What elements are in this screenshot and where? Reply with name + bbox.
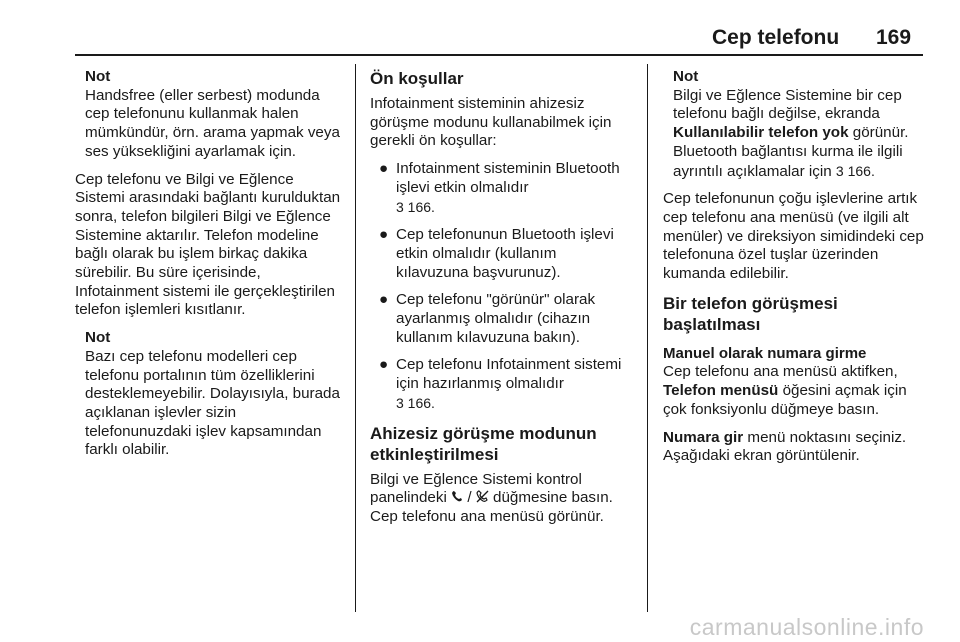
column-1 bbox=[75, 68, 343, 469]
list-item-text: Cep telefonu "görünür" olarak ayarlanmış olmalıdır (cihazın kullanım kılavuzuna bakın). bbox=[396, 291, 596, 346]
page-number: 169 bbox=[876, 26, 912, 49]
paragraph-text: öğesini açmak için çok fonksiyonlu düğmeye basın. bbox=[663, 382, 907, 418]
chapter-title: Cep telefonu bbox=[712, 26, 840, 49]
sub-heading: Manuel olarak numara girme bbox=[663, 344, 867, 362]
phone-icon bbox=[451, 490, 463, 503]
paragraph-text: menü noktasını seçiniz. Aşağıdaki ekran görüntülenir. bbox=[663, 428, 907, 465]
list-item bbox=[370, 160, 632, 217]
menu-item-name: Telefon menüsü bbox=[663, 382, 779, 400]
page-footer bbox=[0, 614, 960, 642]
note-block bbox=[85, 68, 343, 162]
note-title: Not bbox=[85, 68, 111, 85]
bullet: ● bbox=[379, 226, 389, 244]
page-reference-link[interactable]: 3 166. bbox=[396, 394, 435, 411]
column-2 bbox=[370, 68, 632, 536]
bullet: ● bbox=[379, 291, 389, 309]
page-header bbox=[0, 0, 960, 56]
paragraph-text: düğmesine basın. Cep telefonu ana menüsü görünür. bbox=[370, 489, 613, 525]
column-3 bbox=[663, 68, 928, 475]
section-heading: Bir telefon görüşmesi başlatılması bbox=[663, 293, 838, 334]
note-text-part: görünür. Bluetooth bağlantısı kurma ile ilgili ayrıntılı açıklamalar için bbox=[673, 124, 909, 180]
bullet: ● bbox=[379, 356, 389, 374]
note-text: Handsfree (eller serbest) modunda cep telefonunu kullanmak halen mümkündür, örn. arama yapmak veya ses yüksekliğini ayarlamak için. bbox=[85, 86, 340, 160]
bullet: ● bbox=[379, 160, 389, 178]
paragraph bbox=[663, 429, 928, 466]
paragraph: Cep telefonu ve Bilgi ve Eğlence Sistemi arasındaki bağlantı kurulduktan sonra, telefon bilgileri Bilgi ve Eğlence Sistemine aktarılır. Telefon modeline bağlı olarak bu işlem birkaç dakika sürebilir. Bu süre içerisinde, Infotainment sistemi ile gerçekleştirilen telefon işlemleri kısıtlanır. bbox=[75, 170, 341, 319]
section-heading: Ahizesiz görüşme modunun etkinleştirilmesi bbox=[370, 423, 597, 464]
list-item-text: Infotainment sisteminin Bluetooth işlevi etkin olmalıdır bbox=[396, 160, 620, 196]
list-item-text: Cep telefonu Infotainment sistemi için hazırlanmış olmalıdır bbox=[396, 356, 622, 393]
paragraph-text: Bilgi ve Eğlence Sistemi kontrol panelindeki bbox=[370, 470, 582, 507]
list-item bbox=[370, 356, 632, 413]
column-divider-2 bbox=[647, 64, 648, 612]
note-text: Bazı cep telefonu modelleri cep telefonu portalının tüm özelliklerini desteklemeyebilir. Dolayısıyla, burada açıklanan işlevler sizin telefonunuzdaki işlev kapsamından farklı olabilir. bbox=[85, 347, 340, 459]
watermark: carmanualsonline.info bbox=[689, 614, 924, 640]
status-message: Kullanılabilir telefon yok bbox=[673, 124, 849, 142]
paragraph-text: Cep telefonu ana menüsü aktifken, bbox=[663, 363, 898, 381]
note-block bbox=[85, 329, 343, 460]
menu-item-name: Numara gir bbox=[663, 428, 744, 446]
page-reference-link[interactable]: 3 166. bbox=[396, 198, 435, 215]
paragraph bbox=[370, 471, 632, 527]
note-title: Not bbox=[673, 68, 699, 85]
list-item bbox=[370, 226, 632, 282]
icon-separator: / bbox=[467, 489, 472, 507]
phone-mute-icon bbox=[476, 490, 489, 503]
paragraph bbox=[663, 363, 928, 419]
note-text-part: Bilgi ve Eğlence Sistemine bir cep telefonu bağlı değilse, ekranda bbox=[673, 86, 902, 123]
paragraph: Infotainment sisteminin ahizesiz görüşme modunu kullanabilmek için gerekli ön koşullar: bbox=[370, 95, 612, 150]
note-text bbox=[673, 87, 928, 182]
list-item-text: Cep telefonunun Bluetooth işlevi etkin olmalıdır (kullanım kılavuzuna başvurunuz). bbox=[396, 226, 614, 281]
section-heading: Ön koşullar bbox=[370, 69, 464, 88]
page-reference-link[interactable]: 3 166. bbox=[835, 162, 875, 179]
note-title: Not bbox=[85, 329, 111, 347]
paragraph: Cep telefonunun çoğu işlevlerine artık cep telefonu ana menüsü (ve ilgili alt menüler) ve direksiyon simidindeki cep telefonuna özel tuşlar üzerinden kumanda edilebilir. bbox=[663, 190, 924, 283]
header-rule bbox=[75, 54, 923, 56]
prerequisite-list bbox=[370, 160, 632, 413]
list-item bbox=[370, 291, 632, 347]
column-divider-1 bbox=[355, 64, 356, 612]
note-block bbox=[673, 68, 928, 181]
